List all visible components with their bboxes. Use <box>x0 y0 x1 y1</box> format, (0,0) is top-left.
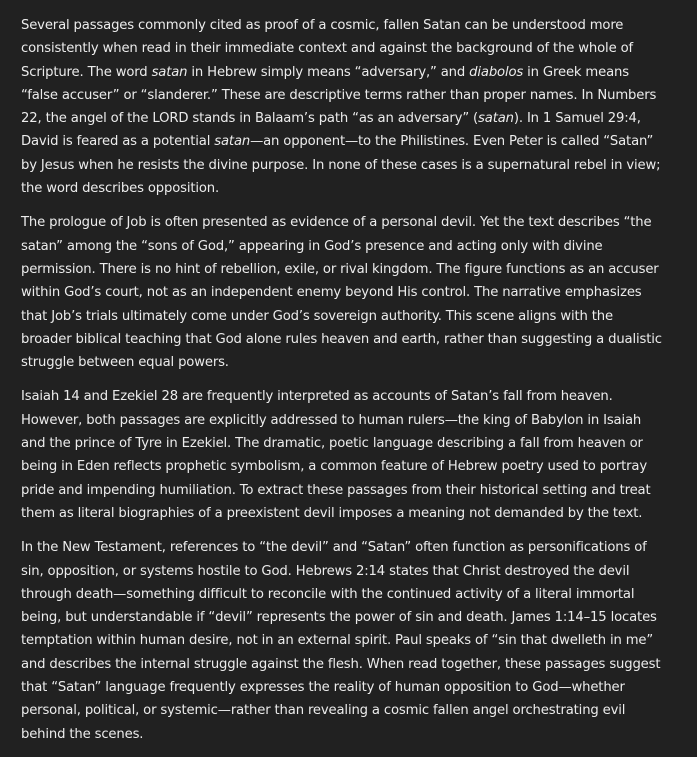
response-text <box>21 14 665 757</box>
p1-term-satan-3: satan <box>214 134 251 150</box>
paragraph-3: Isaiah 14 and Ezekiel 28 are frequently interpreted as accounts of Satan’s fall from heaven. However, both passages are explicitly addressed to human rulers—the king of Babylon in Isaiah and the prince of Tyre in Ezekiel. The dramatic, poetic language describing a fall from heaven or being in Eden reflects prophetic symbolism, a common feature of Hebrew poetry used to portray pride and impending humiliation. To extract these passages from their historical setting and treat them as literal biographies of a preexistent devil imposes a meaning not demanded by the text. <box>21 389 651 521</box>
paragraph-4: In the New Testament, references to “the devil” and “Satan” often function as personifications of sin, opposition, or systems hostile to God. Hebrews 2:14 states that Christ destroyed the devil through death—something difficult to reconcile with the continued activity of a literal immortal being, but understandable if “devil” represents the power of sin and death. James 1:14–15 locates temptation within human desire, not in an external spirit. Paul speaks of “sin that dwelleth in me” and describes the internal struggle against the flesh. When read together, these passages suggest that “Satan” language frequently expresses the reality of human opposition to God—whether personal, political, or systemic—rather than revealing a cosmic fallen angel orchestrating evil behind the scenes. <box>21 540 661 742</box>
paragraph-2: The prologue of Job is often presented as evidence of a personal devil. Yet the text describes “the satan” among the “sons of God,” appearing in God’s presence and acting only with divine permission. There is no hint of rebellion, exile, or rival kingdom. The figure functions as an accuser within God’s court, not as an independent enemy beyond His control. The narrative emphasizes that Job’s trials ultimately come under God’s sovereign authority. This scene aligns with the broader biblical teaching that God alone rules heaven and earth, rather than suggesting a dualistic struggle between equal powers. <box>21 215 662 371</box>
p1-text-4: ). In 1 Samuel 29:4, David is feared as a potential <box>21 111 641 150</box>
paragraph-1 <box>21 14 665 200</box>
p1-term-satan: satan <box>151 64 188 80</box>
p1-term-diabolos: diabolos <box>469 64 524 80</box>
p1-text-5: —an opponent—to the Philistines. Even Peter is called “Satan” by Jesus when he resists the divine purpose. In none of these cases is a supernatural rebel in view; the word describes opposition. <box>21 134 661 197</box>
p1-text-3: in Greek means “false accuser” or “slanderer.” These are descriptive terms rather than proper names. In Numbers 22, the angel of the LORD stands in Balaam’s path “as an adversary” ( <box>21 64 657 127</box>
p1-text-1: Several passages commonly cited as proof of a cosmic, fallen Satan can be understood more consistently when read in their immediate context and against the background of the whole of Scripture. The word <box>21 18 633 80</box>
p1-text-2: in Hebrew simply means “adversary,” and <box>187 64 470 80</box>
p1-term-satan-2: satan <box>478 111 514 127</box>
